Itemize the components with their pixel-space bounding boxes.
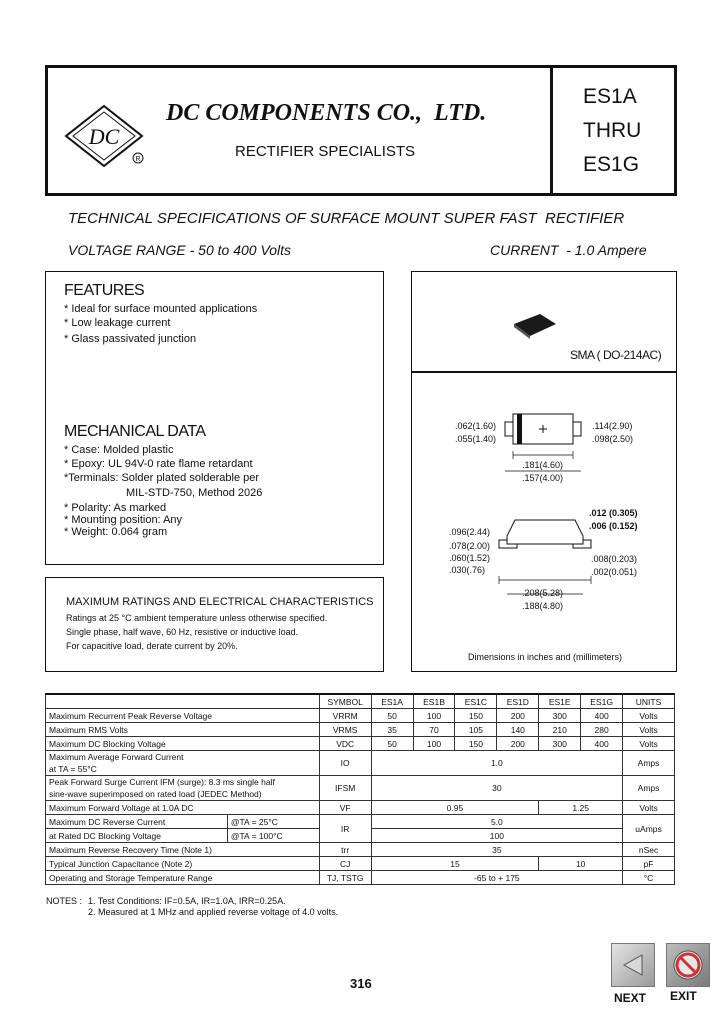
value-cell: 50 xyxy=(371,737,413,751)
condition-cell: @TA = 100°C xyxy=(227,829,319,843)
exit-label[interactable]: EXIT xyxy=(670,989,697,1003)
param-cell: Maximum Reverse Recovery Time (Note 1) xyxy=(46,843,320,857)
param-cell: Maximum DC Reverse Current xyxy=(46,815,228,829)
note-2: 2. Measured at 1 MHz and applied reverse voltage of 4.0 volts. xyxy=(88,907,339,917)
param-cell: Maximum Forward Voltage at 1.0A DC xyxy=(46,801,320,815)
next-label[interactable]: NEXT xyxy=(614,991,647,1005)
value-cell: 100 xyxy=(371,829,622,843)
dim-label: .006 (0.152) xyxy=(589,521,638,531)
mechanical-item: * Polarity: As marked xyxy=(64,502,167,514)
feature-item: * Low leakage current xyxy=(64,317,171,329)
page-number: 316 xyxy=(350,976,372,991)
registered-mark: R xyxy=(135,156,141,163)
value-cell: 300 xyxy=(539,737,581,751)
dim-label: .114(2.90) xyxy=(592,421,633,431)
value-cell: 300 xyxy=(539,709,581,723)
dimensions-note: Dimensions in inches and (millimeters) xyxy=(468,652,623,662)
dim-label: .060(1.52) xyxy=(449,553,491,563)
spec-table xyxy=(45,693,675,885)
dim-label: .062(1.60) xyxy=(455,421,497,431)
mechanical-item: * Weight: 0.064 gram xyxy=(64,526,168,538)
company-logo xyxy=(62,102,152,172)
value-cell: 105 xyxy=(455,723,497,737)
package-divider xyxy=(411,371,677,373)
logo-text: DC xyxy=(88,124,120,149)
param-cell: Typical Junction Capacitance (Note 2) xyxy=(46,857,320,871)
table-row xyxy=(46,723,675,737)
exit-button[interactable] xyxy=(666,943,710,987)
condition-cell: @TA = 25°C xyxy=(227,815,319,829)
header-cell: SYMBOL xyxy=(319,694,371,709)
symbol-cell: VRRM xyxy=(319,709,371,723)
package-photo xyxy=(510,310,560,340)
mechanical-item: * Case: Molded plastic xyxy=(64,444,174,456)
symbol-cell: IFSM xyxy=(319,776,371,801)
symbol-cell: VRMS xyxy=(319,723,371,737)
table-row xyxy=(46,871,675,885)
note-1: 1. Test Conditions: IF=0.5A, IR=1.0A, IRR=0.25A. xyxy=(88,896,286,906)
table-row xyxy=(46,709,675,723)
value-cell: 0.95 xyxy=(371,801,539,815)
symbol-cell: trr xyxy=(319,843,371,857)
value-cell: 150 xyxy=(455,709,497,723)
current-rating: CURRENT - 1.0 Ampere xyxy=(490,242,647,258)
dim-label: .030(.76) xyxy=(449,565,486,575)
ratings-line: Single phase, half wave, 60 Hz, resistive or inductive load. xyxy=(66,627,299,637)
value-cell: 70 xyxy=(413,723,455,737)
ratings-line: For capacitive load, derate current by 20%. xyxy=(66,641,238,651)
units-cell: Amps xyxy=(623,751,675,776)
mechanical-item: *Terminals: Solder plated solderable per xyxy=(64,472,260,484)
symbol-cell: VF xyxy=(319,801,371,815)
param-cell: Operating and Storage Temperature Range xyxy=(46,871,320,885)
ratings-box xyxy=(45,577,384,672)
param-cell: Maximum DC Blocking Voltage xyxy=(46,737,320,751)
header-cell: ES1D xyxy=(497,694,539,709)
units-cell: uAmps xyxy=(623,815,675,843)
table-row xyxy=(46,751,675,776)
param-line: Maximum Average Forward Current xyxy=(49,752,184,762)
table-row xyxy=(46,776,675,801)
symbol-cell: IR xyxy=(319,815,371,843)
part-range-start: ES1A xyxy=(583,85,637,108)
value-cell: 50 xyxy=(371,709,413,723)
units-cell: Volts xyxy=(623,801,675,815)
page-title: TECHNICAL SPECIFICATIONS OF SURFACE MOUNT SUPER FAST RECTIFIER xyxy=(68,210,625,227)
value-cell: 5.0 xyxy=(371,815,622,829)
next-button[interactable] xyxy=(611,943,655,987)
units-cell: Volts xyxy=(623,723,675,737)
mechanical-item: * Epoxy: UL 94V-0 rate flame retardant xyxy=(64,458,253,470)
dim-label: .008(0.203) xyxy=(591,554,638,564)
dim-label: .188(4.80) xyxy=(522,601,564,611)
part-range-thru: THRU xyxy=(583,119,642,142)
table-row xyxy=(46,815,675,829)
table-row xyxy=(46,857,675,871)
dim-label: .012 (0.305) xyxy=(589,508,638,518)
units-cell: Volts xyxy=(623,709,675,723)
mechanical-item: * Mounting position: Any xyxy=(64,514,183,526)
param-cell: Maximum Recurrent Peak Reverse Voltage xyxy=(46,709,320,723)
param-line: at TA = 55°C xyxy=(49,764,97,774)
value-cell: 150 xyxy=(455,737,497,751)
header-cell: ES1A xyxy=(371,694,413,709)
param-cell: at Rated DC Blocking Voltage xyxy=(46,829,228,843)
package-name: SMA ( DO-214AC) xyxy=(570,348,662,362)
ratings-heading: MAXIMUM RATINGS AND ELECTRICAL CHARACTERISTICS xyxy=(66,596,374,608)
feature-item: * Glass passivated junction xyxy=(64,333,197,345)
company-name: DC COMPONENTS CO., LTD. xyxy=(166,100,487,126)
value-cell: 400 xyxy=(581,709,623,723)
feature-item: * Ideal for surface mounted applications xyxy=(64,303,258,315)
value-cell: 400 xyxy=(581,737,623,751)
table-header-row xyxy=(46,694,675,709)
features-heading: FEATURES xyxy=(64,282,145,299)
param-line: Peak Forward Surge Current IFM (surge): 8.3 ms single half xyxy=(49,777,275,787)
dim-label: .096(2.44) xyxy=(449,527,491,537)
back-arrow-icon xyxy=(612,944,654,986)
dim-label: .181(4.60) xyxy=(522,460,564,470)
mechanical-item: MIL-STD-750, Method 2026 xyxy=(126,487,263,499)
value-cell: 1.25 xyxy=(539,801,623,815)
ratings-line: Ratings at 25 °C ambient temperature unless otherwise specified. xyxy=(66,613,328,623)
symbol-cell: TJ, TSTG xyxy=(319,871,371,885)
company-subtitle: RECTIFIER SPECIALISTS xyxy=(235,143,416,160)
dim-label: .055(1.40) xyxy=(455,434,497,444)
value-cell: 1.0 xyxy=(371,751,622,776)
dim-label: .002(0.051) xyxy=(591,567,638,577)
units-cell: Amps xyxy=(623,776,675,801)
units-cell: °C xyxy=(623,871,675,885)
value-cell: 280 xyxy=(581,723,623,737)
exit-icon xyxy=(667,944,709,986)
dim-label: .157(4.00) xyxy=(522,473,564,483)
symbol-cell: CJ xyxy=(319,857,371,871)
header-cell: ES1G xyxy=(581,694,623,709)
value-cell: 15 xyxy=(371,857,539,871)
part-range-end: ES1G xyxy=(583,153,640,176)
header-cell: UNITS xyxy=(623,694,675,709)
param-line: sine-wave superimposed on rated load (JEDEC Method) xyxy=(49,789,262,799)
mechanical-heading: MECHANICAL DATA xyxy=(64,423,206,440)
dim-label: .098(2.50) xyxy=(592,434,634,444)
voltage-range: VOLTAGE RANGE - 50 to 400 Volts xyxy=(68,242,292,258)
value-cell: 210 xyxy=(539,723,581,737)
value-cell: 10 xyxy=(539,857,623,871)
value-cell: 100 xyxy=(413,709,455,723)
table-row xyxy=(46,843,675,857)
table-row xyxy=(46,801,675,815)
units-cell: pF xyxy=(623,857,675,871)
header-divider xyxy=(550,65,553,196)
header-cell: ES1E xyxy=(539,694,581,709)
symbol-cell: IO xyxy=(319,751,371,776)
units-cell: Volts xyxy=(623,737,675,751)
header-cell: ES1C xyxy=(455,694,497,709)
value-cell: 200 xyxy=(497,737,539,751)
value-cell: 30 xyxy=(371,776,622,801)
value-cell: 140 xyxy=(497,723,539,737)
dim-label: .078(2.00) xyxy=(449,541,491,551)
notes-label: NOTES : xyxy=(46,896,83,906)
param-cell: Maximum RMS Volts xyxy=(46,723,320,737)
header-cell: ES1B xyxy=(413,694,455,709)
dim-label: .208(5.28) xyxy=(522,588,564,598)
value-cell: -65 to + 175 xyxy=(371,871,622,885)
value-cell: 200 xyxy=(497,709,539,723)
value-cell: 35 xyxy=(371,723,413,737)
units-cell: nSec xyxy=(623,843,675,857)
value-cell: 35 xyxy=(371,843,622,857)
symbol-cell: VDC xyxy=(319,737,371,751)
table-row xyxy=(46,737,675,751)
value-cell: 100 xyxy=(413,737,455,751)
